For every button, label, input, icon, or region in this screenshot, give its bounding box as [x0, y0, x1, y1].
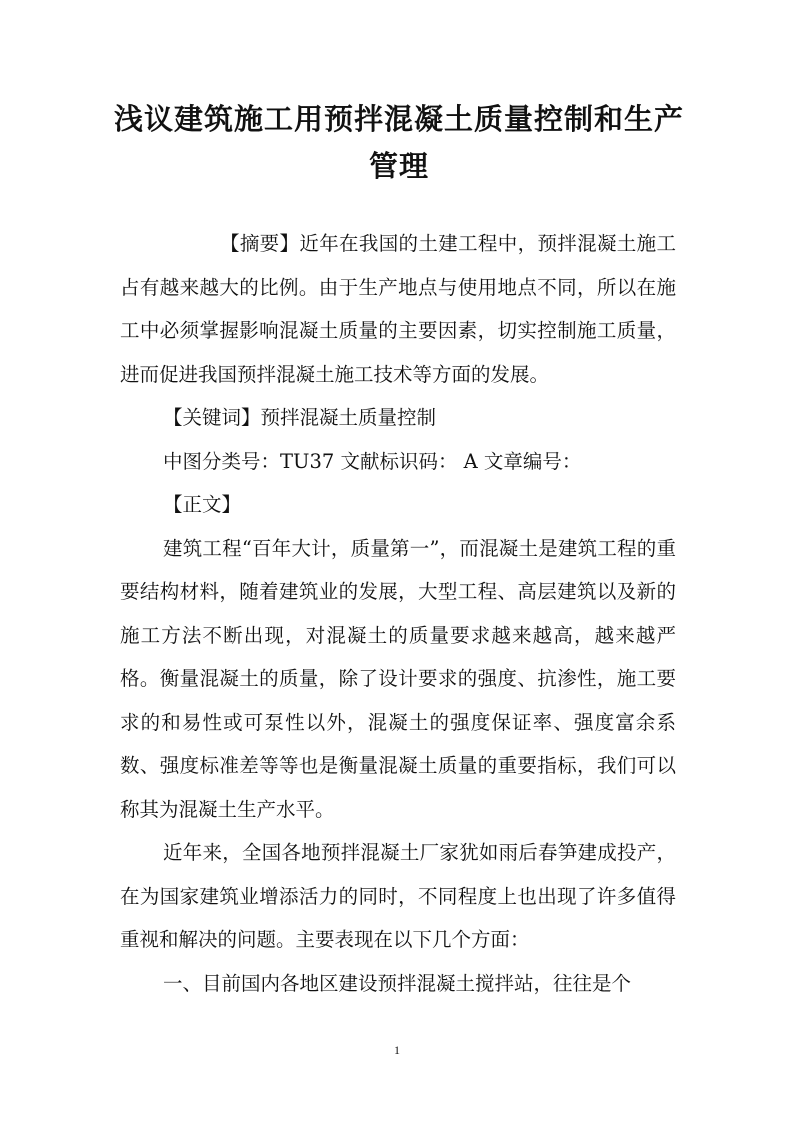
- classification-line: 中图分类号：TU37 文献标识码： A 文章编号：: [163, 449, 582, 473]
- document-title: 浅议建筑施工用预拌混凝土质量控制和生产管理: [113, 102, 684, 183]
- body-paragraph: 近年来，全国各地预拌混凝土厂家犹如雨后春笋建成投产，在为国家建筑业增添活力的同时，不同程度上也出现了许多值得重视和解决的问题。主要表现在以下几个方面：: [120, 841, 676, 951]
- body-heading: 【正文】: [163, 493, 242, 516]
- keywords-line: 【关键词】预拌混凝土质量控制: [163, 406, 437, 429]
- body-paragraph: 一、目前国内各地区建设预拌混凝土搅拌站，往往是个: [163, 971, 632, 995]
- document-body: [120, 222, 676, 1005]
- page-number: 1: [394, 1043, 400, 1057]
- abstract-paragraph: 【摘要】近年在我国的土建工程中，预拌混凝土施工占有越来越大的比例。由于生产地点与使用地点不同，所以在施工中必须掌握影响混凝土质量的主要因素，切实控制施工质量，进而促进我国预拌混凝土施工技术等方面的发展。: [120, 232, 676, 386]
- body-paragraph: 建筑工程“百年大计，质量第一”，而混凝土是建筑工程的重要结构材料，随着建筑业的发展，大型工程、高层建筑以及新的施工方法不断出现，对混凝土的质量要求越来越高，越来越严格。衡量混凝土的质量，除了设计要求的强度、抗渗性，施工要求的和易性或可泵性以外，混凝土的强度保证率、强度富余系数、强度标准差等等也是衡量混凝土质量的重要指标，我们可以称其为混凝土生产水平。: [120, 536, 676, 821]
